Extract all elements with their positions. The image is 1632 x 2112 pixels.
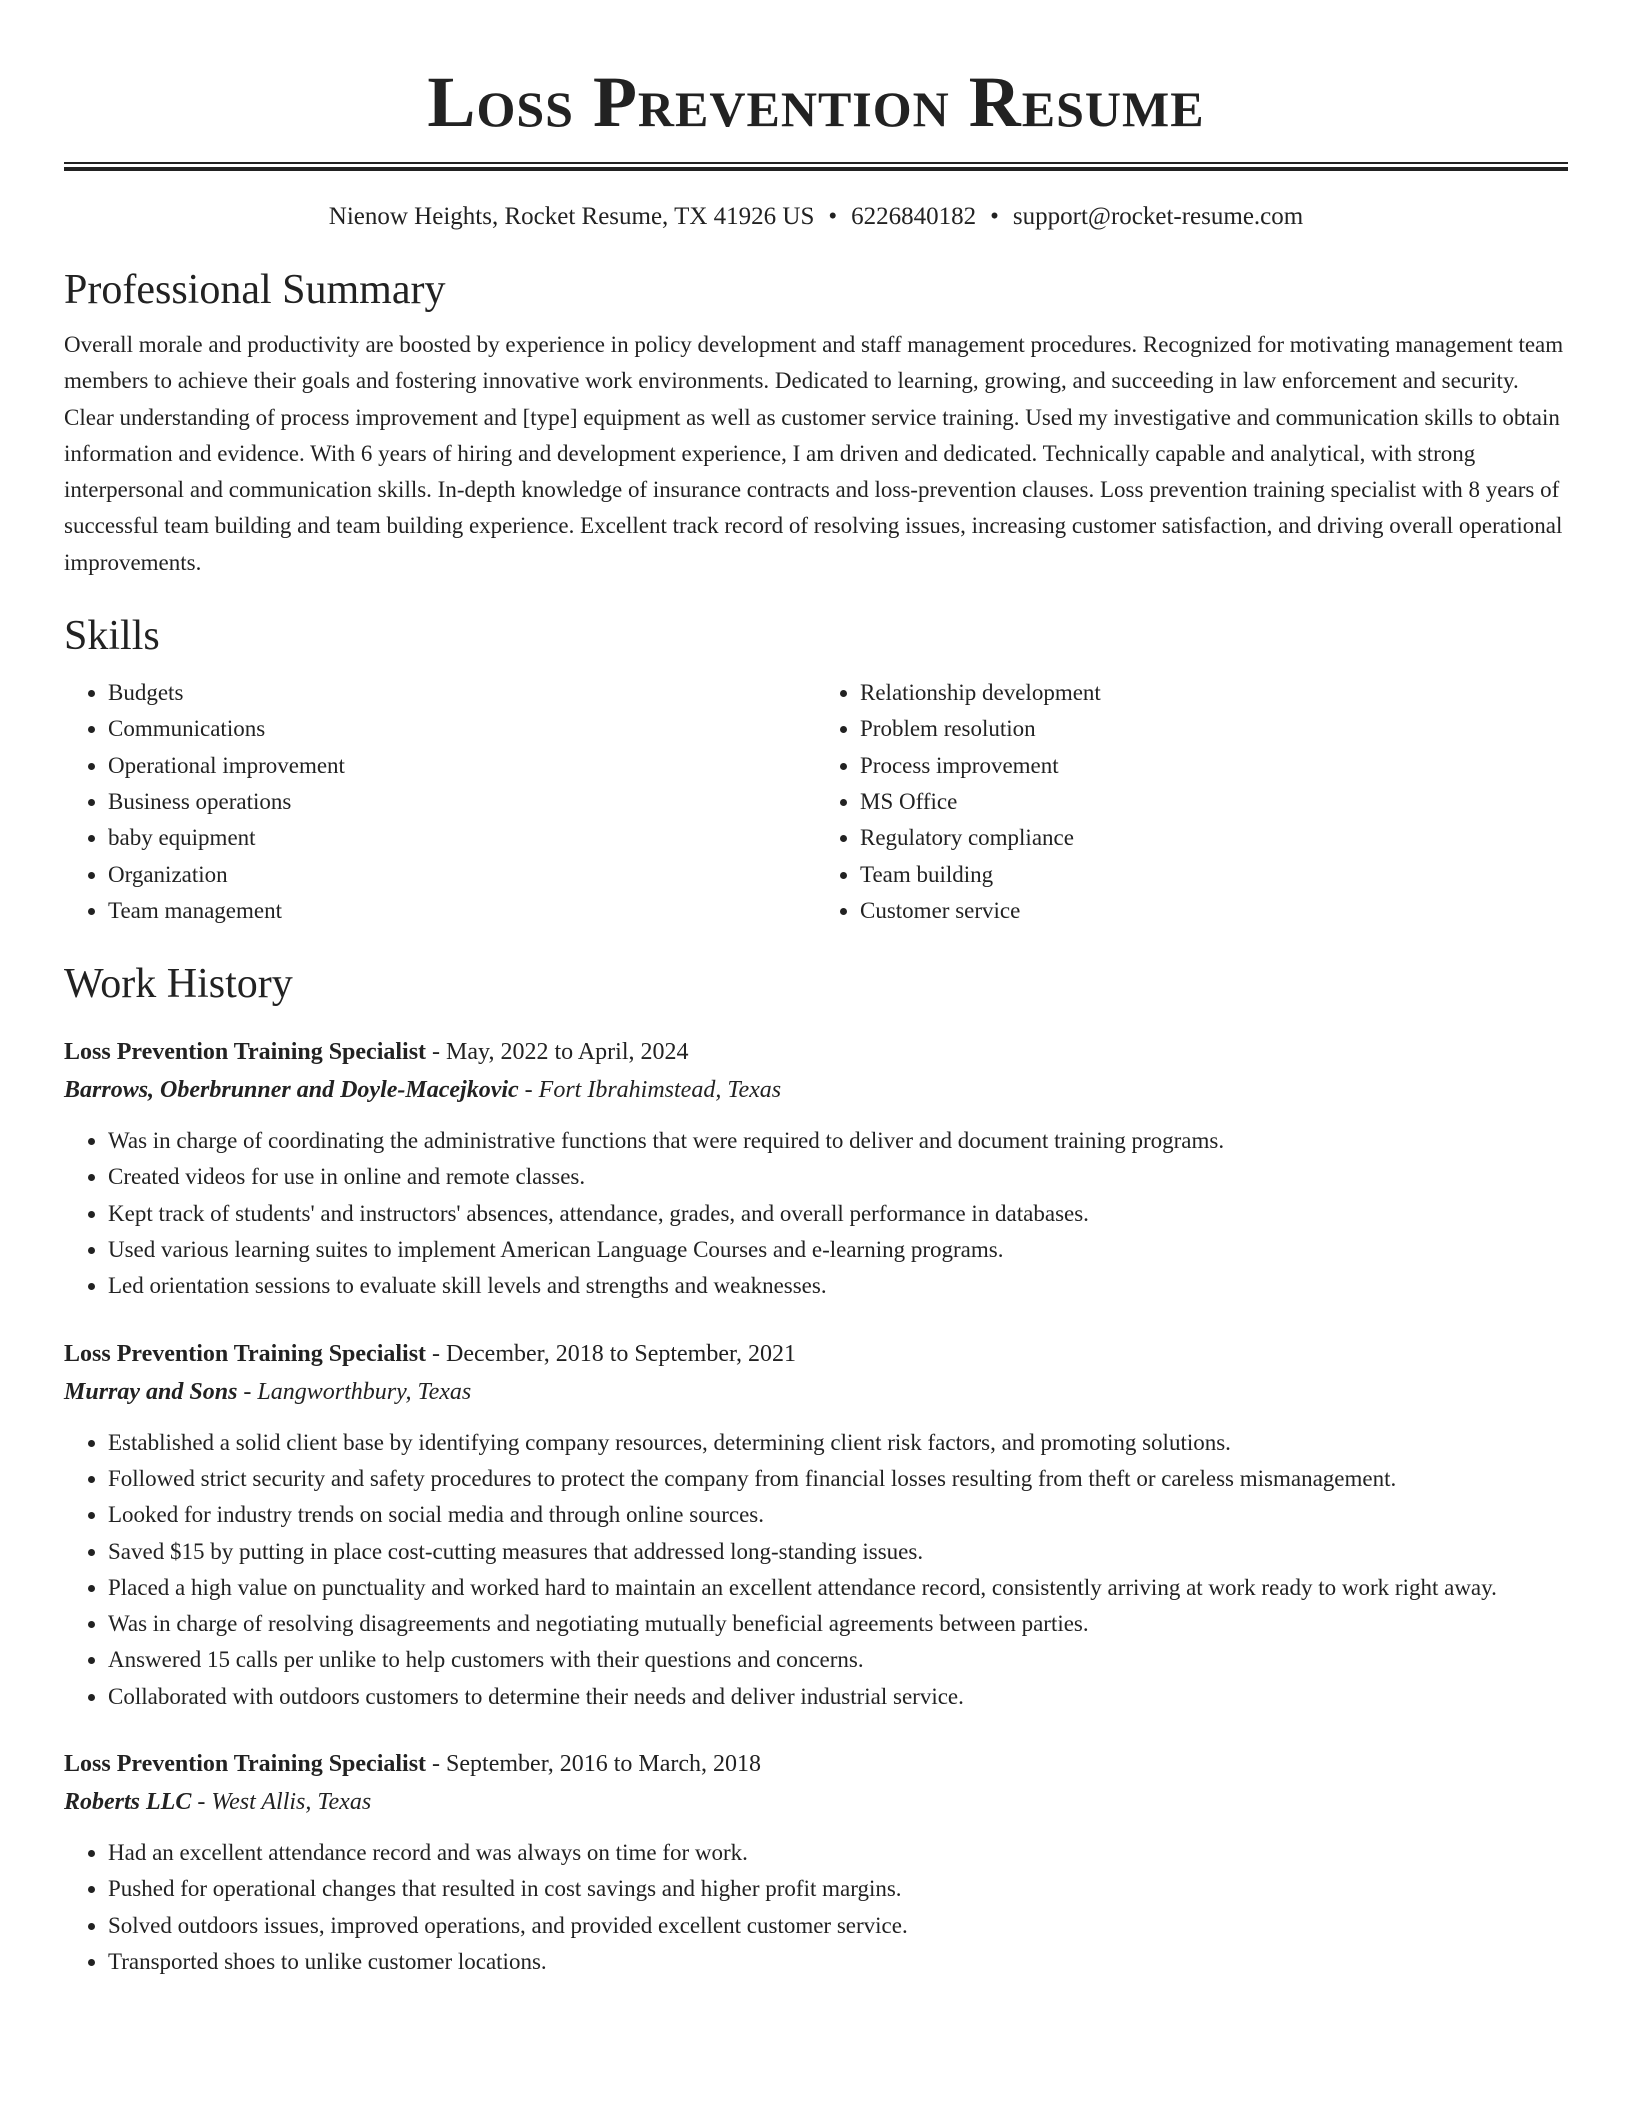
- contact-phone: 6226840182: [851, 203, 977, 230]
- summary-text: Overall morale and productivity are boosted by experience in policy development and staff management procedures. Recognized for motivating management team members to achieve their goals and fostering innovative work environments. Dedicated to learning, growing, and succeeding in law enforcement and security. Clear understanding of process improvement and [type] equipment as well as customer service training. Used my investigative and communication skills to obtain information and evidence. With 6 years of hiring and development experience, I am driven and dedicated. Technically capable and analytical, with strong interpersonal and communication skills. In-depth knowledge of insurance contracts and loss-prevention clauses. Loss prevention training specialist with 8 years of successful team building and team building experience. Excellent track record of resolving issues, increasing customer satisfaction, and driving overall operational improvements.: [64, 332, 1564, 575]
- contact-separator: •: [990, 203, 999, 230]
- skill-item: • Team building: [860, 857, 1568, 893]
- job-title-line: Loss Prevention Training Specialist - September, 2016 to March, 2018: [64, 1751, 762, 1778]
- contact-email: support@rocket-resume.com: [1012, 203, 1304, 230]
- job-company-line: Murray and Sons - Langworthbury, Texas: [64, 1378, 472, 1405]
- job-bullet: • Was in charge of coordinating the administrative functions that were required to deliver and document training programs.: [108, 1123, 1568, 1159]
- skill-item: • Process improvement: [860, 748, 1568, 784]
- skill-item: • Budgets: [108, 675, 816, 711]
- job-title: Loss Prevention Training Specialist: [64, 1751, 427, 1778]
- skill-item: • Communications: [108, 711, 816, 747]
- job-bullet: • Created videos for use in online and remote classes.: [108, 1159, 1568, 1195]
- work-history-heading: Work History: [64, 961, 293, 1008]
- job-company-line: Barrows, Oberbrunner and Doyle-Macejkovic - Fort Ibrahimstead, Texas: [64, 1077, 782, 1104]
- job-entry: [64, 1033, 1568, 1304]
- skills-heading: Skills: [64, 613, 160, 660]
- job-bullet: • Solved outdoors issues, improved operations, and provided excellent customer service.: [108, 1908, 1568, 1944]
- job-bullet: • Looked for industry trends on social media and through online sources.: [108, 1497, 1568, 1533]
- job-bullet: • Kept track of students' and instructors' absences, attendance, grades, and overall performance in databases.: [108, 1196, 1568, 1232]
- job-location: Fort Ibrahimstead, Texas: [538, 1077, 782, 1104]
- job-dates: September, 2016 to March, 2018: [446, 1751, 762, 1778]
- job-entry: [64, 1745, 1568, 1980]
- skill-item: • Problem resolution: [860, 711, 1568, 747]
- contact-line: [64, 199, 1568, 235]
- skill-item: • MS Office: [860, 784, 1568, 820]
- job-bullet: • Placed a high value on punctuality and worked hard to maintain an excellent attendance record, consistently arriving at work ready to work right away.: [108, 1570, 1568, 1606]
- skill-item: • Operational improvement: [108, 748, 816, 784]
- skill-item: • Organization: [108, 857, 816, 893]
- job-bullet: • Collaborated with outdoors customers to determine their needs and deliver industrial service.: [108, 1679, 1568, 1715]
- skills-column-right: [816, 675, 1568, 929]
- contact-address: Nienow Heights, Rocket Resume, TX 41926 US: [328, 203, 815, 230]
- job-bullets: [64, 1123, 1568, 1304]
- job-bullet: • Pushed for operational changes that resulted in cost savings and higher profit margins.: [108, 1871, 1568, 1907]
- skills-column-left: [64, 675, 816, 929]
- job-entry: [64, 1335, 1568, 1715]
- job-company-line: Roberts LLC - West Allis, Texas: [64, 1789, 372, 1816]
- skill-item: • baby equipment: [108, 820, 816, 856]
- job-bullet: • Was in charge of resolving disagreements and negotiating mutually beneficial agreements between parties.: [108, 1606, 1568, 1642]
- job-company: Barrows, Oberbrunner and Doyle-Macejkovic: [64, 1077, 519, 1104]
- job-bullet: • Established a solid client base by identifying company resources, determining client risk factors, and promoting solutions.: [108, 1425, 1568, 1461]
- job-dates: December, 2018 to September, 2021: [446, 1340, 797, 1367]
- job-bullet: • Had an excellent attendance record and was always on time for work.: [108, 1835, 1568, 1871]
- skill-item: • Business operations: [108, 784, 816, 820]
- job-bullet: • Answered 15 calls per unlike to help customers with their questions and concerns.: [108, 1642, 1568, 1678]
- job-company: Roberts LLC: [64, 1789, 192, 1816]
- job-title: Loss Prevention Training Specialist: [64, 1039, 427, 1066]
- job-bullet: • Used various learning suites to implement American Language Courses and e-learning programs.: [108, 1232, 1568, 1268]
- contact-separator: •: [828, 203, 838, 230]
- job-bullet: • Led orientation sessions to evaluate skill levels and strengths and weaknesses.: [108, 1268, 1568, 1304]
- skills-list: [64, 675, 1568, 929]
- job-title: Loss Prevention Training Specialist: [64, 1340, 427, 1367]
- job-bullet: • Followed strict security and safety procedures to protect the company from financial losses resulting from theft or careless mismanagement.: [108, 1461, 1568, 1497]
- job-location: West Allis, Texas: [211, 1789, 372, 1816]
- job-location: Langworthbury, Texas: [257, 1378, 472, 1405]
- resume-title: Loss Prevention Resume: [427, 62, 1205, 142]
- job-bullets: [64, 1425, 1568, 1715]
- title-divider: [64, 162, 1568, 171]
- skill-item: • Relationship development: [860, 675, 1568, 711]
- job-company: Murray and Sons: [64, 1378, 238, 1405]
- job-title-line: Loss Prevention Training Specialist - December, 2018 to September, 2021: [64, 1340, 797, 1367]
- summary-heading: Professional Summary: [64, 267, 446, 313]
- job-bullet: • Saved $15 by putting in place cost-cutting measures that addressed long-standing issues.: [108, 1534, 1568, 1570]
- job-bullets: [64, 1835, 1568, 1980]
- skill-item: • Customer service: [860, 893, 1568, 929]
- job-bullet: • Transported shoes to unlike customer locations.: [108, 1944, 1568, 1980]
- job-dates: May, 2022 to April, 2024: [446, 1039, 689, 1066]
- skill-item: • Team management: [108, 893, 816, 929]
- skill-item: • Regulatory compliance: [860, 820, 1568, 856]
- job-title-line: Loss Prevention Training Specialist - May, 2022 to April, 2024: [64, 1039, 689, 1066]
